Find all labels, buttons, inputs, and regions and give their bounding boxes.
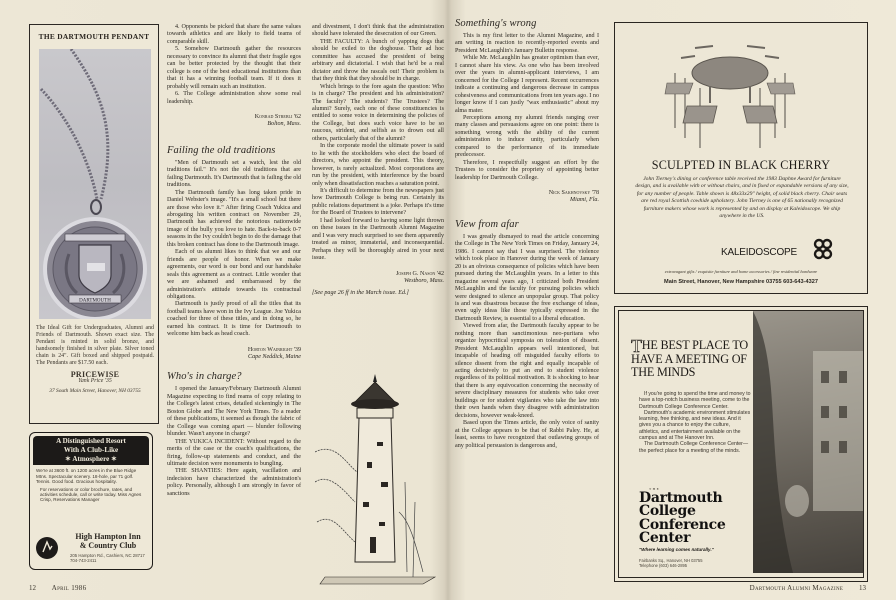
resort-ad-note: For reservations or color brochure, rates, and activities schedule, call or write today. Miss Agnes Crisp, Reservations Manager — [40, 486, 142, 503]
conference-motto: "Where learning comes naturally." — [639, 547, 714, 552]
letter-signature: Horton Wainright '39 — [247, 346, 301, 353]
pendant-ad-title: THE DARTMOUTH PENDANT — [38, 32, 150, 41]
letter-paragraph: It's difficult to determine from the newspapers just how Dartmouth College is being run. Certainly its public relations department is a joke. Perhaps it's time for the Board of Trustees to intervene? — [312, 187, 444, 217]
pendant-ad-address: 37 South Main Street, Hanover, NH 03755 — [49, 387, 141, 394]
pendant-ad-contact: Yank Price '35 — [78, 377, 112, 384]
letter-paragraph: THE SHANTIES: Here again, vacillation and indecision have characterized the administration's policy. Personally, although I am strongly in favor of sanctions — [167, 468, 301, 497]
pendant-ad-body — [36, 325, 154, 395]
right-page — [448, 0, 896, 600]
tower-illustration-icon — [315, 372, 445, 592]
letter-paragraph: Therefore, I respectfully suggest an effort by the Trustees to consider the propriety of appointing better leadership for Dartmouth College. — [455, 159, 599, 181]
letter-paragraph: In the corporate model the ultimate power is said to lie with the stockholders who elect the board of directors, who appoint the president. This theory, however, is rarely actualized. Most corporations are run by the president, with interference by the board only when dissatisfaction reaches a saturation point. — [312, 143, 444, 187]
letter-paragraph: Dartmouth is justly proud of all the titles that its football teams have won in the Ivy League. Joe Yukica coached for three of these titles, and in doing so, he earned his contract. It is time for Dartmouth to welcome him back as head coach. — [167, 301, 301, 338]
page-number: 13 — [859, 584, 866, 592]
kaleidoscope-brand: KALEIDOSCOPE — [721, 247, 797, 258]
conference-paragraph: The Dartmouth College Conference Center—the perfect place for a meeting of the minds. — [639, 441, 749, 454]
kaleidoscope-address: Main Street, Hanover, New Hampshire 03755 603-643-4327 — [664, 279, 818, 285]
conference-center-advertisement — [614, 306, 868, 582]
kaleidoscope-tagline: extravagant gifts / exquisite furniture and home accessories / fine residential hardware — [664, 269, 818, 274]
resort-name-line: High Hampton Inn — [75, 532, 141, 541]
conference-address-line: Fairbanks Sq., Hanover, NH 03755 — [639, 558, 703, 563]
letter-signature: Nick Sakhnovsky '78 — [548, 190, 599, 197]
kaleidoscope-advertisement — [614, 22, 868, 294]
letter-paragraph: Each of us alumni likes to think that we and our friends are people of honor. When we make agreements, our word is our bond and our handshake seals this agreement as a contract. Little wonder that we are ashamed and embarrassed by the administration's attitude towards its contractual obligations. — [167, 249, 301, 300]
letter-location: Westboro, Mass. — [403, 277, 444, 284]
left-folio — [29, 584, 86, 592]
letter-paragraph: Based upon the Times article, the only voice of sanity at the College appears to be that of Rabbi Paley. He, at least, seems to have recognized that outlawing groups of any political persuasion is dangerous and, — [455, 420, 599, 449]
letter-heading: Failing the old traditions — [167, 144, 276, 156]
conference-paragraph: Dartmouth's academic environment stimulates learning, free thinking, and new ideas. And it gives you a chance to enjoy the culture, athletics, and entertainment available on the campus and at The Hanover Inn. — [639, 409, 751, 442]
conference-brand-line: College — [639, 503, 696, 520]
letter-signature: Joseph G. Nason '42 — [395, 270, 444, 277]
resort-ad-body — [30, 465, 152, 502]
conference-address-line: Telephone (603) 646-2895 — [639, 563, 688, 568]
pendant-advertisement — [29, 24, 159, 424]
resort-name-line: & Country Club — [79, 540, 137, 550]
pendant-medallion-icon — [39, 49, 151, 319]
letter-paragraph: 5. Somehow Dartmouth gather the resources necessary to convince its alumni that their fragile egos can be better protected by the thought that their college is one of the best educational institutions than that it has a winning football team. If it does it probably will remain such an institution. — [167, 46, 301, 90]
conference-ad-body — [639, 391, 751, 454]
letter-location: Cape Neddick, Maine — [248, 354, 301, 361]
letter-paragraph: and divestment, I don't think that the administration should have tolerated the desecration of our Green. — [312, 24, 444, 38]
resort-headline-line: With A Club-Like — [63, 445, 119, 454]
pendant-ad-brand: PRICEWISE — [70, 369, 120, 379]
letter-paragraph: I had looked forward to having some light thrown on these issues in the Dartmouth Alumni Magazine and I was very much surprised to see them apparently treated as minor, immaterial, and inconsequential. Perhaps they will be thoroughly aired in your next issue. — [312, 217, 444, 262]
letter-paragraph: This is my first letter to the Alumni Magazine, and I am writing in reaction to recently-reported events and President McLaughlin's January Bulletin response. — [455, 33, 599, 54]
kaleidoscope-ad-headline: SCULPTED IN BLACK CHERRY — [651, 158, 831, 172]
conference-address — [639, 558, 703, 568]
publication-name: Dartmouth Alumni Magazine — [749, 584, 844, 592]
letter-paragraph: Perceptions among my alumni friends ranging over many classes and persuasions agree on one point: there is something wrong with the ability of the current administration to induce unity, particularly when compared to the performance of its immediate predecessor. — [455, 114, 599, 159]
conference-ad-headline — [631, 336, 761, 379]
resort-address-line: 205 Hampton Rd., Cashiers, NC 28717 — [70, 553, 145, 558]
resort-advertisement — [29, 432, 153, 570]
letter-paragraph: While Mr. McLaughlin has greater optimism than ever, I cannot share his view. As one who has been involved over the years in alumni-applicant interviews, I am concerned for the College I represent. Recent occurrences indicate a continuing and dangerous decrease in campus cohesiveness and communications from ten years ago. I no longer know if I can justly "wax enthusiastic" about my alma mater. — [455, 55, 599, 114]
letter-heading: View from afar — [455, 218, 519, 230]
letter-paragraph: "Men of Dartmouth set a watch, lest the old traditions fail." It's not the old traditions that are failing Dartmouth. It's Dartmouth that is failing the old traditions. — [167, 159, 301, 189]
conference-brand-line: Dartmouth — [639, 490, 723, 506]
resort-ad-name — [65, 533, 151, 551]
letter-paragraph: THE YUKICA INCIDENT: Without regard to the merits of the case or the coach's qualifications, the firing, follow-up statements and conduct, and the ultimate decision were monuments to bungling. — [167, 438, 301, 468]
conference-brand-line: Center — [639, 530, 691, 547]
letter-location: Miami, Fla. — [570, 197, 599, 204]
dining-table-chairs-icon — [655, 28, 805, 153]
resort-ad-address — [70, 554, 145, 564]
resort-ad-headline — [33, 436, 149, 465]
resort-ad-description: We're at 3600 ft. on 1200 acres in the Blue Ridge Mtns. Spectacular scenery. 18-hole, par 71 golf. Tennis. Good food. Gracious hospitality. — [36, 468, 137, 485]
pendant-photo — [39, 49, 151, 319]
resort-headline-text: Atmosphere — [72, 454, 110, 463]
letter-paragraph: I opened the January/February Dartmouth Alumni Magazine expecting to find reams of copy relating to the College's latest crises, detailed sickeningly in The Boston Globe and The New York Times. To a reader of these publications, it seemed as though the fabric of the College was coming apart — blunder following blunder. Wasn't anyone in charge? — [167, 386, 301, 438]
right-folio — [750, 584, 866, 592]
letter-heading: Who's in charge? — [167, 371, 242, 383]
letters-column-1 — [167, 24, 301, 498]
resort-address-line: 704-743-2411 — [70, 557, 97, 563]
page-number: 12 — [29, 584, 36, 592]
drop-cap: T — [631, 336, 642, 356]
letters-column-2 — [312, 24, 444, 298]
resort-headline-line — [35, 455, 147, 464]
svg-text:DARTMOUTH: DARTMOUTH — [79, 298, 111, 304]
conference-headline-text: HE BEST PLACE TO HAVE A MEETING OF THE MINDS — [631, 338, 748, 379]
building-photo-icon — [753, 311, 863, 573]
pendant-ad-description: The Ideal Gift for Undergraduates, Alumni and Friends of Dartmouth. Shown exact size. The Pendant is minted in solid bronze, and handsomely finished in silver plate. Silver toned chain is 24". Gift boxed and shipped postpaid. The Pendants are $17.50 each. — [36, 325, 154, 367]
editor-note: [See page 26 ff in the March issue. Ed.] — [312, 290, 409, 297]
conference-brand-article: THE — [649, 487, 661, 491]
letter-location: Bolton, Mass. — [267, 121, 301, 128]
kaleidoscope-logo-icon — [811, 237, 835, 261]
conference-paragraph: If you're going to spend the time and money to have a top-notch business meeting, come to the Dartmouth College Conference Center. — [639, 391, 751, 410]
letter-paragraph: The Dartmouth family has long taken pride in Daniel Webster's image. "It's a small school but there are those who love it." After firing Coach Yukica and abrogating his written contract on November 29, Dartmouth has achieved the notorious nationwide image of the bully you love to hate. Back-to-back 0-7 seasons in the Ivy couldn't begin to do the damage that this broken contract has done to the Dartmouth image. — [167, 189, 301, 248]
letter-paragraph: THE FACULTY: A bunch of yapping dogs that should be exiled to the doghouse. Their ad hoc committee has accused the president of being arbitrary and dictatorial. I wish that he'd be a real dictator and throw the rascals out! Their problem is that they think that they should be in charge. — [312, 38, 444, 83]
resort-logo-icon — [35, 536, 59, 560]
letters-column-3 — [455, 18, 599, 450]
issue-date: April 1986 — [51, 584, 87, 592]
letter-signature: Konrad Strebli '62 — [254, 113, 301, 120]
conference-center-photo — [753, 311, 863, 573]
letter-paragraph: 6. The College administration show some real leadership. — [167, 91, 301, 105]
letter-paragraph: 4. Opponents be picked that share the same values towards athletics and are likely to field teams of comparable skill. — [167, 24, 301, 45]
letter-paragraph: Viewed from afar, the Dartmouth faculty appear to be nothing more than sanctimonious neo-puritans who organize hypocritical symposia on toleration of dissent. President McLaughlin appears well intentioned, but incapable of heading off misguided faculty efforts to silence dissent from the right and equally incapable of acting decisively to put an end to student violence regardless of its political motivation. It is shocking to hear that there is any equivocation concerning the necessity of severe disciplinary measures for students who take over buildings or for student vigilantes who take the law into their own hands when they disagree with administration decisions, however weak-kneed. — [455, 323, 599, 419]
resort-headline-line: A Distinguished Resort — [56, 437, 126, 445]
letter-heading: Something's wrong — [455, 18, 537, 29]
conference-brand-line: Conference — [639, 516, 726, 533]
star-icon: ✶ — [109, 454, 117, 463]
kaleidoscope-ad-body: John Tierney's dining or conference table received the 1983 Daphne Award for furniture design, and is available with or without chairs, and in fixed or expandable versions of any size, for any number of people. Table shown is 48x33x29" height, of solid black cherry. Chair seats are red royal Scottish cowhide upholstery. John Tierney is one of 65 nationally recognized furniture makers whose work is represented by and on display at Kaleidoscope. We ship anywhere in the US. — [635, 176, 849, 220]
conference-brand — [639, 492, 725, 546]
conference-ad-frame — [618, 310, 864, 578]
letter-paragraph: I was greatly dismayed to read the article concerning the College in The New York Times on Friday, January 24, 1986. I cannot say that I was surprised. The violence which took place in Hanover during the week of January 20 is an obvious consequence of policies which have been pursued during the McLaughlin years. In a letter to this magazine several years ago, I criticized both President McLaughlin and the faculty for pursuing policies which were designed to silence an unpopular group. That policy is and was disastrous because the free exchange of ideas, even ugly ideas like those typically expressed in the Dartmouth Review, is essential to a liberal education. — [455, 233, 599, 322]
star-icon: ✶ — [65, 454, 73, 463]
letter-paragraph: Which brings to the fore again the question: Who is in charge? The president and his administration? The faculty? The students? The Trustees? The alumni? Surely, each one of these constituencies is entitled to some voice in determining the policies of the College, but does such voice have to be so raucous, strident, and selfish as to drown out all others, particularly that of the alumni? — [312, 83, 444, 142]
